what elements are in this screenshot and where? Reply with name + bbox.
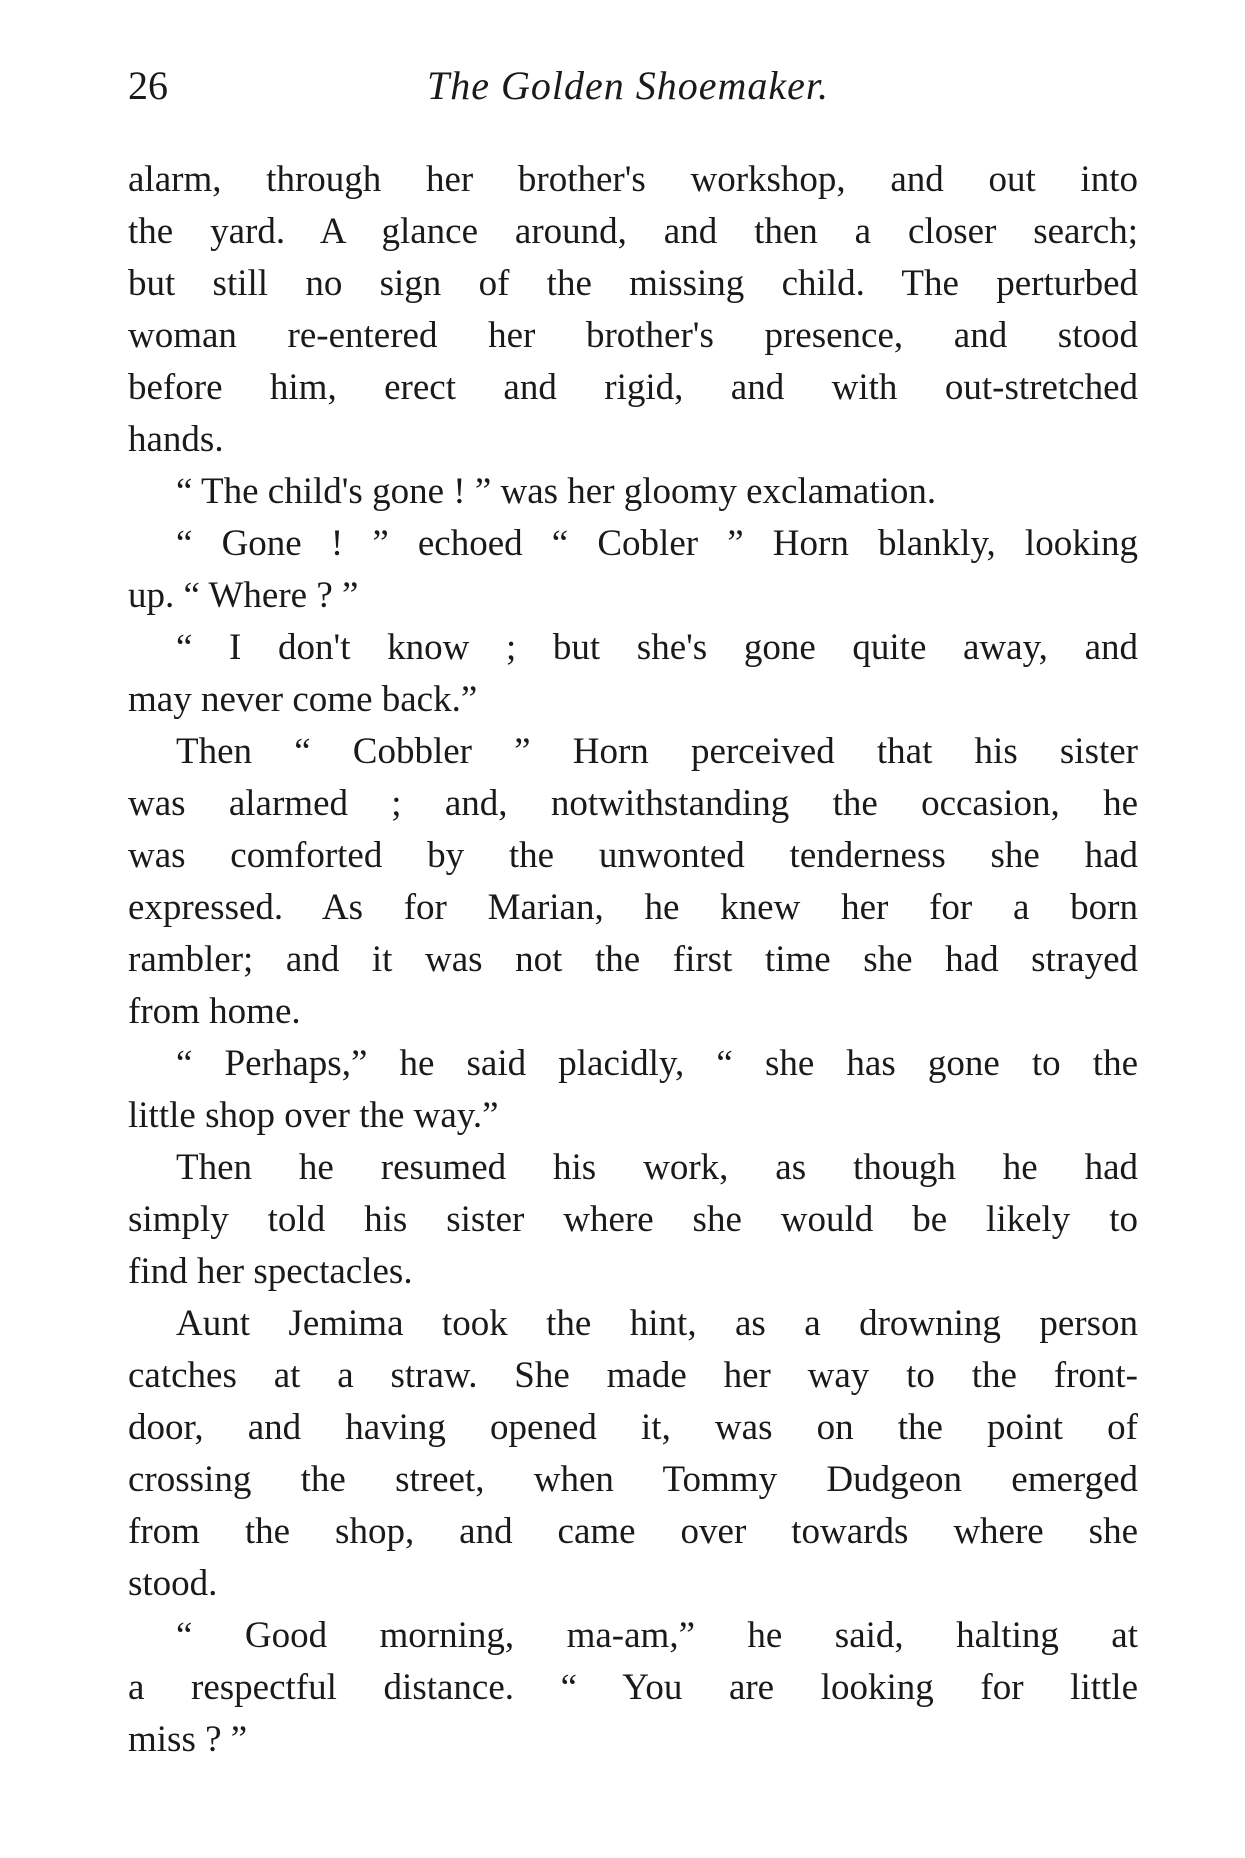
body-text [128, 154, 1138, 1766]
text-line: “ The child's gone ! ” was her gloomy exclamation. [176, 471, 937, 512]
text-line: “ I don't know ; but she's gone quite away, and [176, 627, 1138, 668]
text-line: simply told his sister where she would be likely to [128, 1199, 1138, 1240]
page-number: 26 [128, 63, 168, 108]
text-line: miss ? ” [128, 1719, 248, 1760]
text-line: was alarmed ; and, notwithstanding the occasion, he [128, 783, 1138, 824]
text-line: woman re-entered her brother's presence, and stood [128, 315, 1138, 356]
text-line: but still no sign of the missing child. The perturbed [128, 263, 1138, 304]
text-line: hands. [128, 419, 224, 460]
text-line: “ Good morning, ma-am,” he said, halting at [176, 1615, 1138, 1656]
running-title: The Golden Shoemaker. [426, 63, 830, 108]
text-line: Aunt Jemima took the hint, as a drowning person [176, 1303, 1138, 1344]
text-line: little shop over the way.” [128, 1095, 499, 1136]
text-line: crossing the street, when Tommy Dudgeon emerged [128, 1459, 1138, 1500]
text-line: up. “ Where ? ” [128, 575, 359, 616]
text-line: rambler; and it was not the first time she had strayed [128, 939, 1138, 980]
text-line: expressed. As for Marian, he knew her for a born [128, 887, 1138, 928]
text-line: “ Perhaps,” he said placidly, “ she has gone to the [176, 1043, 1138, 1084]
text-line: stood. [128, 1563, 218, 1604]
text-line: from home. [128, 991, 301, 1032]
text-line: was comforted by the unwonted tenderness she had [128, 835, 1138, 876]
text-line: find her spectacles. [128, 1251, 413, 1292]
text-line: a respectful distance. “ You are looking for little [128, 1667, 1138, 1708]
text-line: catches at a straw. She made her way to the front- [128, 1355, 1138, 1396]
page-header [128, 56, 1138, 116]
text-line: may never come back.” [128, 679, 478, 720]
text-line: before him, erect and rigid, and with out-stretched [128, 367, 1138, 408]
text-line: Then “ Cobbler ” Horn perceived that his sister [176, 731, 1138, 772]
text-line: from the shop, and came over towards where she [128, 1511, 1138, 1552]
text-line: the yard. A glance around, and then a closer search; [128, 211, 1138, 252]
text-line: door, and having opened it, was on the point of [128, 1407, 1138, 1448]
text-line: Then he resumed his work, as though he had [176, 1147, 1138, 1188]
text-line: “ Gone ! ” echoed “ Cobler ” Horn blankly, looking [176, 523, 1138, 564]
text-line: alarm, through her brother's workshop, and out into [128, 159, 1138, 200]
